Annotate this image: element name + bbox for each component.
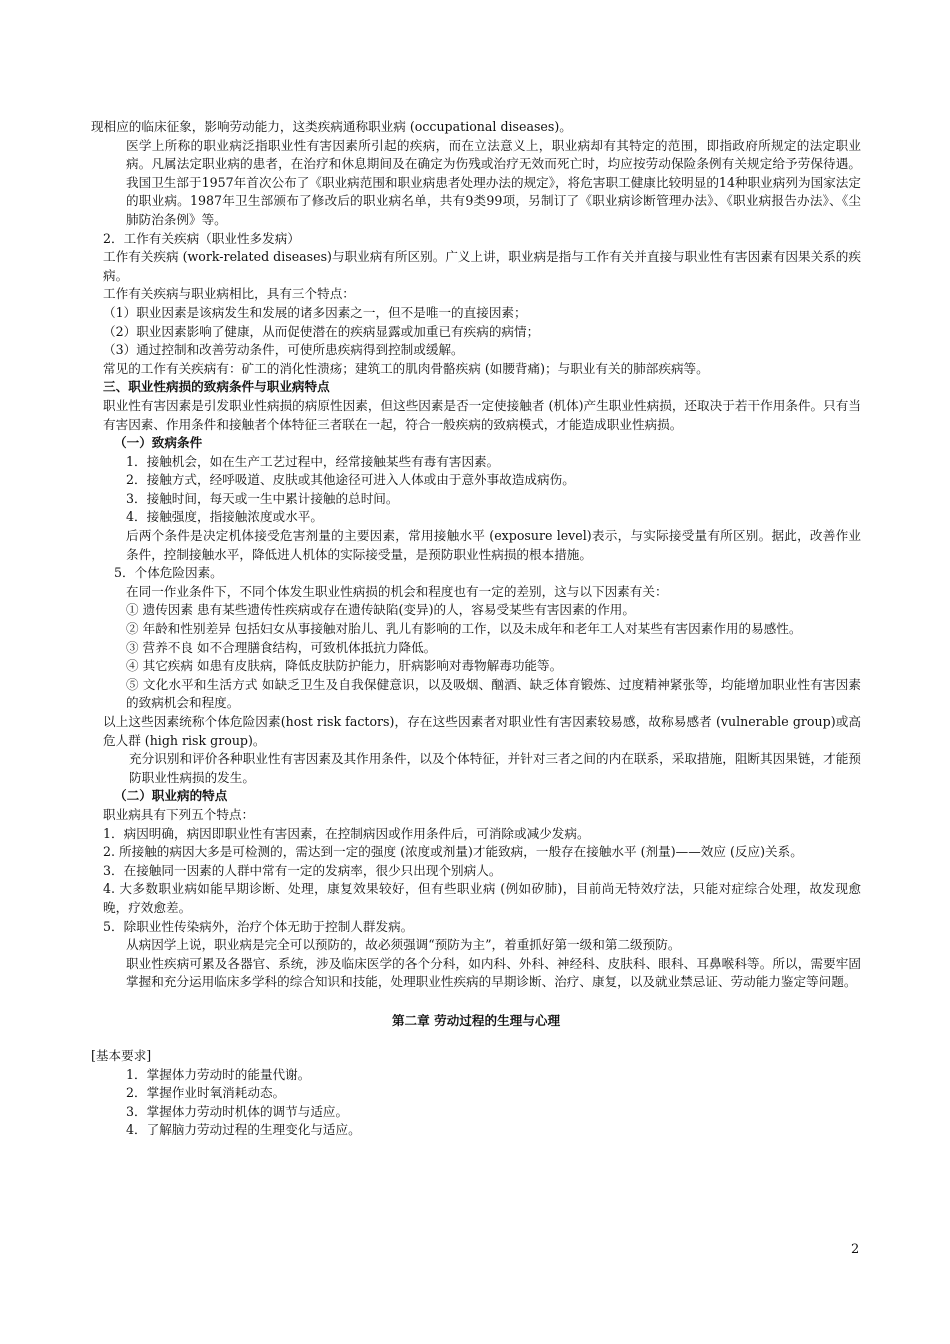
- paragraph-line: 4. 大多数职业病如能早期诊断、处理，康复效果较好，但有些职业病 (例如矽肺)，目前尚无特效疗法，只能对症综合处理，故发现愈晚，疗效愈差。: [103, 881, 861, 915]
- requirement-item: 4．了解脑力劳动过程的生理变化与适应。: [126, 1122, 361, 1138]
- paragraph-line: ④ 其它疾病 如患有皮肤病，降低皮肤防护能力，肝病影响对毒物解毒功能等。: [126, 658, 563, 674]
- paragraph-line: （1）职业因素是该病发生和发展的诸多因素之一，但不是唯一的直接因素；: [103, 304, 527, 320]
- paragraph-line: 1．接触机会，如在生产工艺过程中，经常接触某些有毒有害因素。: [126, 453, 500, 469]
- requirement-item: 3．掌握体力劳动时机体的调节与适应。: [126, 1103, 349, 1119]
- paragraph-line: （二）职业病的特点: [114, 788, 228, 804]
- paragraph-line: 工作有关疾病 (work-related diseases)与职业病有所区别。广义上讲，职业病是指与工作有关并直接与职业性有害因素有因果关系的疾病。: [103, 249, 861, 283]
- paragraph-line: 以上这些因素统称个体危险因素(host risk factors)，存在这些因素者对职业性有害因素较易感，故称易感者 (vulnerable group)或高危人群 (high risk group)。: [103, 714, 861, 748]
- page-number: 2: [851, 1242, 860, 1257]
- paragraph-line: （2）职业因素影响了健康，从而促使潜在的疾病显露或加重已有疾病的病情；: [103, 323, 540, 339]
- paragraph-line: 在同一作业条件下，不同个体发生职业性病损的机会和程度也有一定的差别，这与以下因素有关：: [126, 583, 668, 599]
- paragraph-line: 5．除职业性传染病外，治疗个体无助于控制人群发病。: [103, 918, 414, 934]
- paragraph-line: 三、职业性病损的致病条件与职业病特点: [103, 379, 330, 395]
- paragraph-line: ② 年龄和性别差异 包括妇女从事接触对胎儿、乳儿有影响的工作，以及未成年和老年工人对某些有害因素作用的易感性。: [126, 621, 802, 637]
- paragraph-line: 从病因学上说，职业病是完全可以预防的，故必须强调“预防为主”，着重抓好第一级和第二级预防。: [126, 937, 681, 953]
- requirement-item: 2．掌握作业时氧消耗动态。: [126, 1085, 286, 1101]
- paragraph-line: 职业病具有下列五个特点：: [103, 806, 255, 822]
- paragraph-line: 3．在接触同一因素的人群中常有一定的发病率，很少只出现个别病人。: [103, 862, 502, 878]
- paragraph-line: ⑤ 文化水平和生活方式 如缺乏卫生及自我保健意识，以及吸烟、酗酒、缺乏体育锻炼、过度精神紧张等，均能增加职业性有害因素的致病机会和程度。: [126, 676, 861, 711]
- paragraph-line: ① 遗传因素 患有某些遗传性疾病或存在遗传缺陷(变异)的人，容易受某些有害因素的作用。: [126, 602, 635, 618]
- paragraph-line: 职业性疾病可累及各器官、系统，涉及临床医学的各个分科，如内科、外科、神经科、皮肤科、眼科、耳鼻喉科等。所以，需要牢固掌握和充分运用临床多学科的综合知识和技能，处理职业性疾病的早期诊断、治疗、康复，以及就业禁忌证、劳动能力鉴定等问题。: [126, 955, 861, 990]
- paragraph-line: 后两个条件是决定机体接受危害剂量的主要因素，常用接触水平 (exposure level)表示，与实际接受量有所区别。据此，改善作业条件，控制接触水平，降低进人机体的实际接受量，是预防职业性病损的根本措施。: [126, 528, 861, 562]
- paragraph-line: ③ 营养不良 如不合理膳食结构，可致机体抵抗力降低。: [126, 639, 437, 655]
- paragraph-line: 2．工作有关疾病（职业性多发病）: [103, 230, 300, 246]
- paragraph-line: 医学上所称的职业病泛指职业性有害因素所引起的疾病，而在立法意义上，职业病却有其特定的范围，即指政府所规定的法定职业病。凡属法定职业病的患者，在治疗和休息期间及在确定为伤残或治疗无效而死亡时，均应按劳动保险条例有关规定给予劳保待遇。我国卫生部于1957年首次公布了《职业病范围和职业病患者处理办法的规定》，将危害职工健康比较明显的14种职业病列为国家法定的职业病。1987年卫生部颁布了修改后的职业病名单，共有9类99项，另制订了《职业病诊断管理办法》、《职业病报告办法》、《尘肺防治条例》等。: [126, 137, 861, 227]
- paragraph-line: （3）通过控制和改善劳动条件，可使所患疾病得到控制或缓解。: [103, 342, 464, 358]
- paragraph-line: 职业性有害因素是引发职业性病损的病原性因素，但这些因素是否一定使接触者 (机体)产生职业性病损，还取决于若干作用条件。只有当有害因素、作用条件和接触者个体特征三者联在一起，符合一般疾病的致病模式，才能造成职业性病损。: [103, 397, 861, 432]
- chapter-title: 第二章 劳动过程的生理与心理: [391, 1012, 561, 1028]
- paragraph-line: 3．接触时间，每天或一生中累计接触的总时间。: [126, 490, 399, 506]
- paragraph-line: 1．病因明确，病因即职业性有害因素，在控制病因或作用条件后，可消除或减少发病。: [103, 825, 590, 841]
- requirement-item: 1．掌握体力劳动时的能量代谢。: [126, 1066, 311, 1082]
- body-text: [91, 118, 861, 992]
- paragraph-line: 5．个体危险因素。: [114, 565, 223, 581]
- paragraph-line: 2. 所接触的病因大多是可检测的，需达到一定的强度 (浓度或剂量)才能致病，一般存在接触水平 (剂量)——效应 (反应)关系。: [103, 844, 803, 860]
- paragraph-line: （一）致病条件: [114, 435, 203, 451]
- requirements-heading: [基本要求]: [91, 1047, 152, 1063]
- paragraph-line: 2．接触方式，经呼吸道、皮肤或其他途径可进入人体或由于意外事故造成病伤。: [126, 472, 575, 488]
- paragraph-line: 常见的工作有关疾病有：矿工的消化性溃疡；建筑工的肌肉骨骼疾病 (如腰背痛)；与职业有关的肺部疾病等。: [103, 360, 709, 376]
- paragraph-line: 4．接触强度，指接触浓度或水平。: [126, 509, 323, 525]
- paragraph-line: 工作有关疾病与职业病相比，具有三个特点：: [103, 286, 355, 302]
- document-body: [91, 118, 861, 1140]
- paragraph-line: 现相应的临床征象，影响劳动能力，这类疾病通称职业病 (occupational diseases)。: [91, 119, 572, 134]
- paragraph-line: 充分识别和评价各种职业性有害因素及其作用条件，以及个体特征，并针对三者之间的内在联系，采取措施，阻断其因果链，才能预防职业性病损的发生。: [129, 751, 861, 785]
